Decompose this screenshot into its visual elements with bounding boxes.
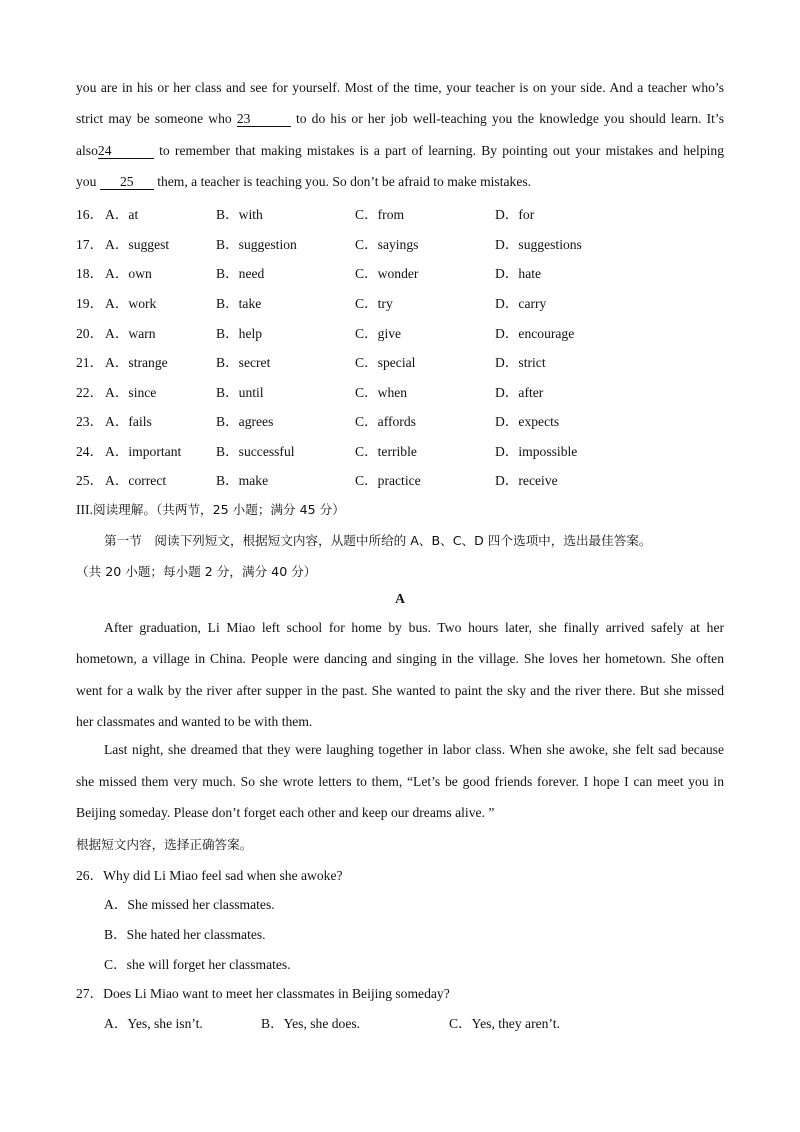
question-26: 26．Why did Li Miao feel sad when she awoke? bbox=[76, 868, 343, 883]
question-number: 17． bbox=[76, 237, 104, 252]
option-c[interactable]: C．wonder bbox=[355, 266, 419, 281]
passage-a-line: After graduation, Li Miao left school for home by bus. Two hours later, she finally arrived safely at her bbox=[104, 620, 724, 635]
question-instruction: 根据短文内容，选择正确答案。 bbox=[76, 837, 253, 852]
option-d[interactable]: D．for bbox=[495, 207, 535, 222]
passage-a-line: Beijing someday. Please don’t forget each other and keep our dreams alive. ” bbox=[76, 805, 495, 820]
passage-text: you bbox=[76, 174, 100, 189]
blank-23: 23 bbox=[237, 111, 291, 127]
question-27: 27．Does Li Miao want to meet her classmates in Beijing someday? bbox=[76, 986, 450, 1001]
section-number: III. bbox=[76, 502, 93, 517]
option-c[interactable]: C．when bbox=[355, 385, 408, 400]
option-b[interactable]: B．until bbox=[216, 385, 264, 400]
option-d[interactable]: D．carry bbox=[495, 296, 547, 311]
option-a[interactable]: A．at bbox=[105, 207, 139, 222]
option-a[interactable]: A．suggest bbox=[105, 237, 170, 252]
passage-a-line: Last night, she dreamed that they were laughing together in labor class. When she awoke, she felt sad because bbox=[104, 742, 724, 757]
option-b[interactable]: B．take bbox=[216, 296, 262, 311]
passage-a-line: she missed them very much. So she wrote letters to them, “Let’s be good friends forever. I hope I can meet you in bbox=[76, 774, 724, 789]
option-c[interactable]: C．affords bbox=[355, 414, 416, 429]
passage-line-3 bbox=[76, 143, 724, 159]
passage-text: to remember that making mistakes is a part of learning. By pointing out your mistakes and helping bbox=[153, 143, 724, 158]
q27-option-a[interactable]: A．Yes, she isn’t. bbox=[104, 1016, 203, 1031]
option-c[interactable]: C．give bbox=[355, 326, 402, 341]
passage-text: also bbox=[76, 143, 98, 158]
section-instruction-2: （共 20 小题；每小题 2 分，满分 40 分） bbox=[76, 564, 317, 579]
question-number: 20． bbox=[76, 326, 104, 341]
option-b[interactable]: B．agrees bbox=[216, 414, 274, 429]
option-b[interactable]: B．suggestion bbox=[216, 237, 297, 252]
option-a[interactable]: A．own bbox=[105, 266, 152, 281]
section-heading bbox=[76, 499, 724, 518]
option-b[interactable]: B．successful bbox=[216, 444, 295, 459]
passage-text: them, a teacher is teaching you. So don’t be afraid to make mistakes. bbox=[153, 174, 532, 189]
option-d[interactable]: D．expects bbox=[495, 414, 560, 429]
option-d[interactable]: D．strict bbox=[495, 355, 546, 370]
question-number: 19． bbox=[76, 296, 104, 311]
option-a[interactable]: A．correct bbox=[105, 473, 167, 488]
option-d[interactable]: D．impossible bbox=[495, 444, 578, 459]
option-c[interactable]: C．practice bbox=[355, 473, 421, 488]
question-number: 22． bbox=[76, 385, 104, 400]
question-number: 18． bbox=[76, 266, 104, 281]
option-c[interactable]: C．from bbox=[355, 207, 405, 222]
passage-a-line: her classmates and wanted to be with them. bbox=[76, 714, 313, 729]
question-number: 21． bbox=[76, 355, 104, 370]
q27-option-b[interactable]: B．Yes, she does. bbox=[261, 1016, 361, 1031]
option-d[interactable]: D．receive bbox=[495, 473, 558, 488]
q27-option-c[interactable]: C．Yes, they aren’t. bbox=[449, 1016, 560, 1031]
option-d[interactable]: D．suggestions bbox=[495, 237, 582, 252]
passage-text: to do his or her job well-teaching you the knowledge you should learn. It’s bbox=[290, 111, 724, 126]
option-a[interactable]: A．fails bbox=[105, 414, 152, 429]
option-d[interactable]: D．after bbox=[495, 385, 544, 400]
blank-25: 25 bbox=[100, 174, 154, 190]
question-number: 16． bbox=[76, 207, 104, 222]
passage-text: you are in his or her class and see for yourself. Most of the time, your teacher is on your side. And a teacher who’s bbox=[76, 80, 724, 95]
passage-a-line: hometown, a village in China. People were dancing and singing in the village. She loves her hometown. She often bbox=[76, 651, 724, 666]
option-c[interactable]: C．try bbox=[355, 296, 393, 311]
option-a[interactable]: A．work bbox=[105, 296, 157, 311]
option-b[interactable]: B．secret bbox=[216, 355, 271, 370]
option-a[interactable]: A．since bbox=[105, 385, 157, 400]
q26-option-a[interactable]: A．She missed her classmates. bbox=[104, 897, 275, 912]
option-a[interactable]: A．warn bbox=[105, 326, 156, 341]
passage-line-4 bbox=[76, 174, 724, 190]
option-b[interactable]: B．need bbox=[216, 266, 265, 281]
passage-a-line: went for a walk by the river after supper in the past. She wanted to paint the sky and the river there. But she missed bbox=[76, 683, 724, 698]
option-b[interactable]: B．help bbox=[216, 326, 263, 341]
option-c[interactable]: C．sayings bbox=[355, 237, 419, 252]
q26-option-b[interactable]: B．She hated her classmates. bbox=[104, 927, 266, 942]
passage-line-2 bbox=[76, 111, 724, 127]
question-number: 25． bbox=[76, 473, 104, 488]
question-number: 24． bbox=[76, 444, 104, 459]
option-c[interactable]: C．special bbox=[355, 355, 416, 370]
option-c[interactable]: C．terrible bbox=[355, 444, 417, 459]
section-instruction-1: 第一节 阅读下列短文，根据短文内容，从题中所给的 A、B、C、D 四个选项中，选出最佳答案。 bbox=[104, 533, 652, 548]
section-title: 阅读理解。（共两节，25 小题；满分 45 分） bbox=[92, 502, 345, 517]
option-a[interactable]: A．strange bbox=[105, 355, 168, 370]
passage-title: A bbox=[395, 591, 405, 606]
option-d[interactable]: D．encourage bbox=[495, 326, 575, 341]
question-number: 23． bbox=[76, 414, 104, 429]
passage-text: strict may be someone who bbox=[76, 111, 237, 126]
option-b[interactable]: B．with bbox=[216, 207, 263, 222]
option-b[interactable]: B．make bbox=[216, 473, 269, 488]
option-a[interactable]: A．important bbox=[105, 444, 182, 459]
option-d[interactable]: D．hate bbox=[495, 266, 542, 281]
blank-24: 24 bbox=[98, 143, 154, 159]
q26-option-c[interactable]: C．she will forget her classmates. bbox=[104, 957, 291, 972]
passage-line-1 bbox=[76, 80, 724, 96]
